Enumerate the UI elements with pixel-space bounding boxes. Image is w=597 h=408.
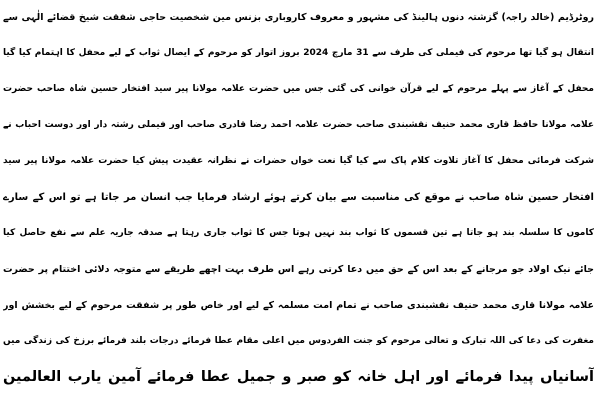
article-line: آسانیاں پیدا فرمائے اور اہل خانہ کو صبر و جمیل عطا فرمائے آمین یارب العالمین xyxy=(3,369,594,385)
article-line: روٹرڈیم (خالد راجہ) گزشتہ دنوں ہالینڈ کی مشہور و معروف کاروباری بزنس مین شخصیت حاجی شفقت شیخ قضائے الٰہی سے xyxy=(3,12,594,23)
article-line: علامہ مولانا حافظ قاری محمد حنیف نقشبندی صاحب حضرت علامہ احمد رضا قادری صاحب اور فیملی رشتہ دار اور دوست احباب نے xyxy=(3,120,594,130)
article-line: مغفرت کی دعا کی اللہ تبارک و تعالی مرحوم کو جنت الفردوس میں اعلی مقام عطا فرمائے درجات بلند فرمائے برزخ کی زندگی میں xyxy=(3,336,594,346)
article-line: کاموں کا سلسلہ بند ہو جاتا ہے تین قسموں کا ثواب بند نہیں ہوتا جس کا ثواب جاری رہتا ہے صدقہ جاریہ علم سے نفع حاصل کیا xyxy=(3,228,594,238)
article-line: انتقال ہو گیا تھا مرحوم کی فیملی کی طرف سے 31 مارچ 2024 بروز اتوار کو مرحوم کے ایصال ثواب کے لیے محفل کا اہتمام کیا گیا xyxy=(3,48,594,58)
article-line: جائے نیک اولاد جو مرجانے کے بعد اس کے حق میں دعا کرتی رہے اس طرف بہت اچھے طریقے سے متوجہ دلائی اختتام پر حضرت xyxy=(3,264,594,275)
article-line: شرکت فرمائی محفل کا آغاز تلاوت کلام پاک سے کیا گیا نعت خواں حضرات نے نظرانہ عقیدت پیش کیا حضرت علامہ مولانا پیر سید xyxy=(3,156,594,166)
article-line: محفل کے آغاز سے پہلے مرحوم کے لیے قرآن خوانی کی گئی جس میں حضرت علامہ مولانا پیر سید افتخار حسین شاہ صاحب حضرت xyxy=(3,84,594,94)
article-line: افتخار حسین شاہ صاحب نے موقع کی مناسبت سے بیان کرتے ہوئے ارشاد فرمایا جب انسان مر جاتا ہے تو اس کے سارے xyxy=(3,192,594,203)
article-line: علامہ مولانا قاری محمد حنیف نقشبندی صاحب نے تمام امت مسلمہ کے لیے اور خاص طور پر شفقت مرحوم کے لیے بخشش اور xyxy=(3,300,594,311)
